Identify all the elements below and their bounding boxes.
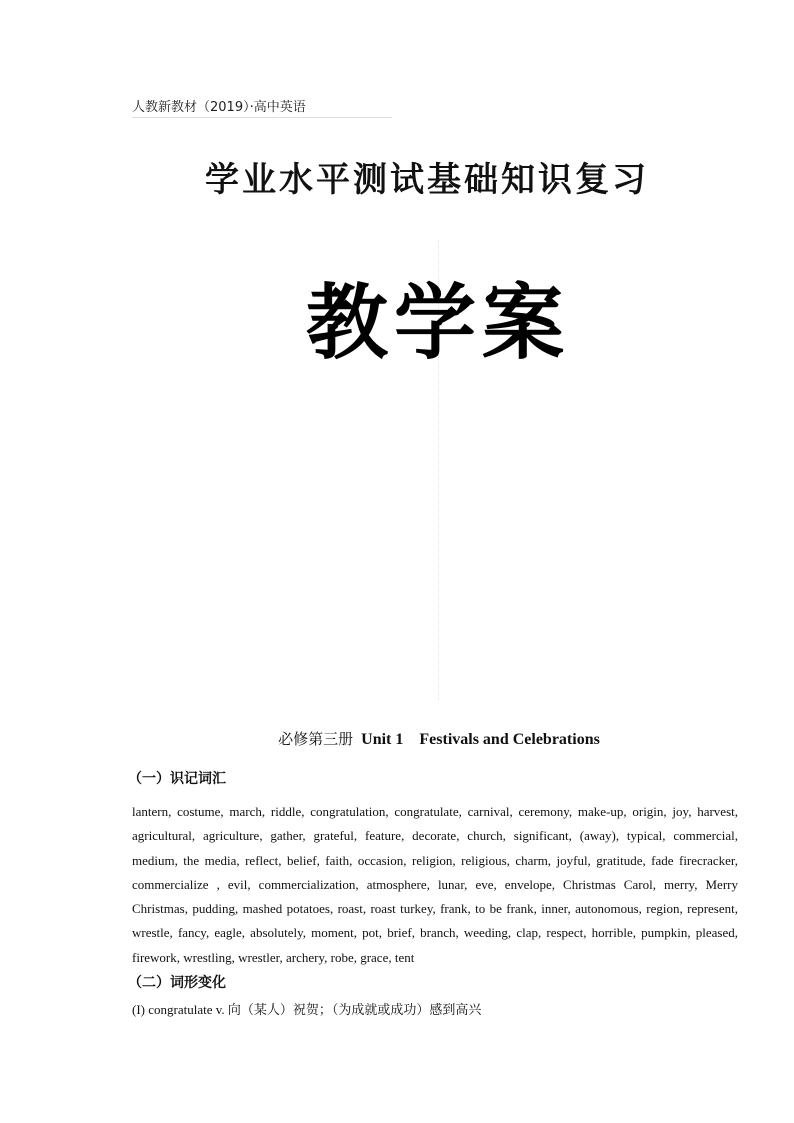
section-heading-word-forms: （二）词形变化	[128, 975, 226, 991]
cover-title: 学业水平测试基础知识复习	[205, 160, 649, 200]
unit-book-label: 必修第三册	[278, 730, 354, 748]
word-form-item	[132, 999, 738, 1018]
unit-name: Unit 1 Festivals and Celebrations	[361, 731, 600, 748]
header-divider	[132, 117, 392, 118]
word-form-meaning: 向（某人）祝贺；（为成就或成功）感到高兴	[227, 1003, 482, 1018]
word-form-entry: (I) congratulate v.	[132, 1002, 225, 1017]
unit-title	[0, 726, 794, 749]
section-heading-vocabulary: （一）识记词汇	[128, 771, 226, 787]
cover-subtitle: 教学案	[306, 275, 571, 371]
header-text: 人教新教材（2019）·高中英语	[132, 100, 306, 115]
vocabulary-list: lantern, costume, march, riddle, congratulation, congratulate, carnival, ceremony, make-up, origin, joy, harvest, agricultural, agriculture, gather, grateful, feature, decorate, church, significant, (away), typical, commercial, medium, the media, reflect, belief, faith, occasion, religion, religious, charm, joyful, gratitude, fade firecracker, commercialize , evil, commercialization, atmosphere, lunar, eve, envelope, Christmas Carol, merry, Merry Christmas, pudding, mashed potatoes, roast, roast turkey, frank, to be frank, inner, autonomous, region, represent, wrestle, fancy, eagle, absolutely, moment, pot, brief, branch, weeding, clap, respect, horrible, pumpkin, pleased, firework, wrestling, wrestler, archery, robe, grace, tent	[132, 804, 738, 965]
